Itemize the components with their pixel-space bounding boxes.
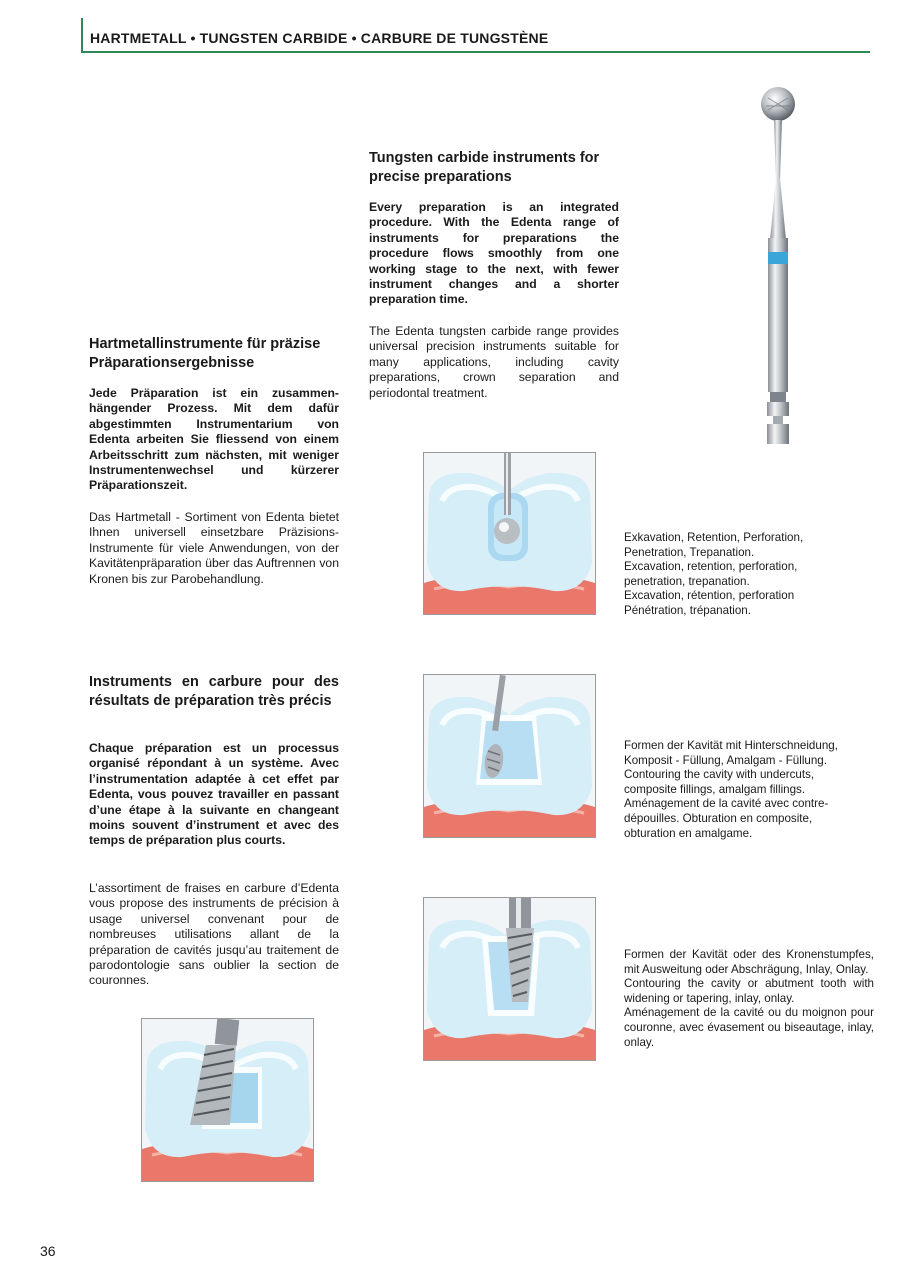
caption-line: composite fillings, amalgam fillings. <box>624 782 806 796</box>
page-header-title: HARTMETALL • TUNGSTEN CARBIDE • CARBURE DE TUNGSTÈNE <box>90 30 549 46</box>
caption-line: Exkavation, Retention, Perforation, <box>624 531 804 544</box>
french-body: L’assortiment de fraises en carbure d’Edenta vous propose des instruments de précision à usage universel convenant pour de nombreuses utilisations allant de la préparation de cavités jusqu’au traitement de parodontologie sans oublier la section de couronnes. <box>89 881 339 988</box>
caption-abutment-de: Formen der Kavität oder des Kronenstumpfes, mit Ausweitung oder Abschrägung, Inlay, Onlay. <box>624 948 874 976</box>
caption-line: Komposit - Füllung, Amalgam - Füllung. <box>624 753 827 767</box>
caption-abutment <box>624 948 874 1050</box>
tooth-illustration-excavation <box>423 452 596 615</box>
caption-excavation <box>624 531 874 619</box>
caption-line: Excavation, rétention, perforation <box>624 589 795 603</box>
caption-line: dépouilles. Obturation en composite, <box>624 811 813 825</box>
caption-contouring <box>624 739 874 841</box>
caption-line: obturation en amalgame. <box>624 826 753 840</box>
english-heading: Tungsten carbide instruments for precise preparations <box>369 150 600 185</box>
caption-line: Aménagement de la cavité avec contre- <box>624 797 829 811</box>
french-intro: Chaque préparation est un processus organisé répondant à un système. Avec l’instrumentation adaptée à cet effet par Edenta, vous pouvez travailler en passant d’une étape à la suivante en changeant moins souvent d’instrument et avec des temps de préparation plus courts. <box>89 741 339 848</box>
caption-line: Pénétration, trépanation. <box>624 603 751 617</box>
caption-line: Contouring the cavity with undercuts, <box>624 768 815 782</box>
round-bur-image <box>750 80 806 468</box>
caption-abutment-en: Contouring the cavity or abutment tooth with widening or tapering, inlay, onlay. <box>624 977 874 1005</box>
caption-line: Formen der Kavität mit Hinterschneidung, <box>624 739 838 752</box>
page-number: 36 <box>40 1243 56 1259</box>
german-heading: Hartmetallinstrumente für präzise Präparationsergebnisse <box>89 336 321 371</box>
caption-line: Penetration, Trepanation. <box>624 545 755 559</box>
caption-line: Excavation, retention, perforation, <box>624 560 798 574</box>
tooth-illustration-undercut <box>423 674 596 838</box>
caption-abutment-fr: Aménagement de la cavité ou du moignon pour couronne, avec évasement ou biseautage, inlay, onlay. <box>624 1006 874 1049</box>
english-body: The Edenta tungsten carbide range provides universal precision instruments suitable for many applications, including cavity preparations, crown separation and periodontal treatment. <box>369 324 619 400</box>
french-heading: Instruments en carbure pour des résultats de préparation très précis <box>89 674 339 709</box>
english-intro: Every preparation is an integrated procedure. With the Edenta range of instruments for preparations the procedure flows smoothly from one working stage to the next, with fewer instrument changes and a shorter preparation time. <box>369 200 619 307</box>
caption-line: penetration, trepanation. <box>624 574 750 588</box>
german-intro: Jede Präparation ist ein zusammen-hängender Prozess. Mit dem dafür abgestimmten Instrumentarium von Edenta arbeiten Sie fliessend von einem Arbeitsschritt zum nächsten, mit weniger Instrumentenwechsel und kürzerer Präparationszeit. <box>89 386 339 493</box>
tooth-illustration-crown <box>141 1018 314 1182</box>
tooth-illustration-abutment <box>423 897 596 1061</box>
german-body: Das Hartmetall - Sortiment von Edenta bietet Ihnen universell einsetzbare Präzisions-Instrumente für viele Anwendungen, von der Kavitätenpräparation über das Auftrennen von Kronen bis zur Parobehandlung. <box>89 510 339 586</box>
